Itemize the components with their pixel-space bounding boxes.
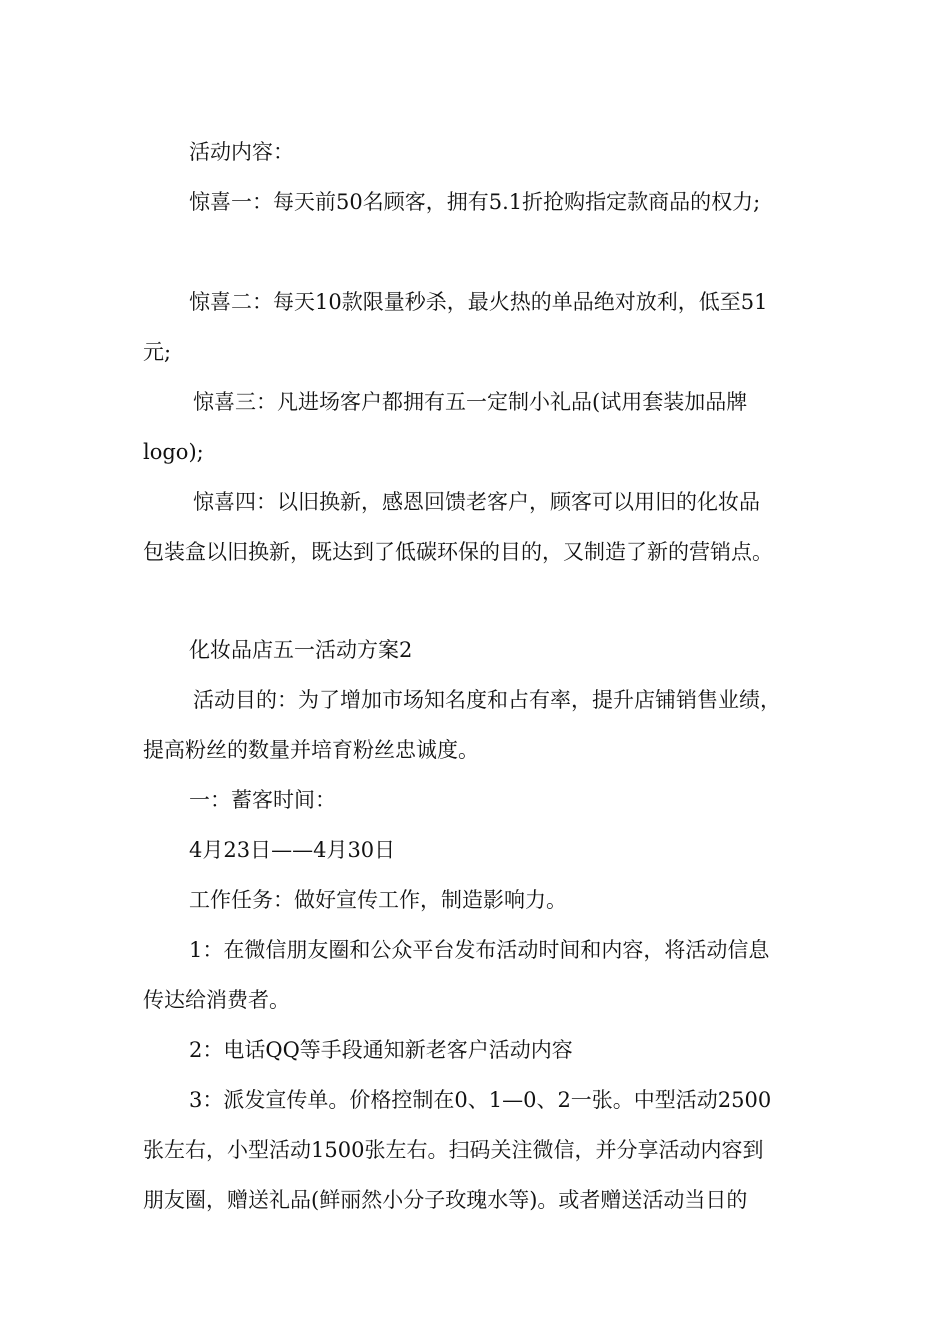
paragraph-line: logo); — [143, 440, 204, 464]
paragraph-line: 工作任务：做好宣传工作，制造影响力。 — [189, 888, 567, 912]
paragraph-line: 传达给消费者。 — [143, 988, 290, 1012]
paragraph-line: 1：在微信朋友圈和公众平台发布活动时间和内容，将活动信息 — [189, 938, 770, 962]
paragraph-line: 张左右，小型活动1500张左右。扫码关注微信，并分享活动内容到 — [143, 1138, 764, 1162]
paragraph-line: 包装盒以旧换新，既达到了低碳环保的目的，又制造了新的营销点。 — [143, 540, 773, 564]
paragraph-line: 提高粉丝的数量并培育粉丝忠诚度。 — [143, 738, 479, 762]
paragraph-line: 惊喜三：凡进场客户都拥有五一定制小礼品(试用套装加品牌 — [193, 390, 748, 414]
date-range: 4月23日——4月30日 — [189, 838, 396, 862]
paragraph-line: 惊喜二：每天10款限量秒杀，最火热的单品绝对放利，低至51 — [189, 290, 768, 314]
paragraph-line: 惊喜一：每天前50名顾客，拥有5.1折抢购指定款商品的权力; — [189, 190, 761, 214]
paragraph-line: 惊喜四：以旧换新，感恩回馈老客户，顾客可以用旧的化妆品 — [193, 490, 760, 514]
paragraph-line: 2：电话QQ等手段通知新老客户活动内容 — [189, 1038, 573, 1062]
paragraph-line: 活动目的：为了增加市场知名度和占有率，提升店铺销售业绩， — [193, 688, 781, 712]
section-heading: 一：蓄客时间： — [189, 788, 336, 812]
paragraph-line: 朋友圈，赠送礼品(鲜丽然小分子玫瑰水等)。或者赠送活动当日的 — [143, 1188, 748, 1212]
paragraph-line: 元; — [143, 340, 172, 364]
section-title: 化妆品店五一活动方案2 — [189, 638, 413, 662]
section-heading-activity-content: 活动内容： — [189, 140, 294, 164]
paragraph-line: 3：派发宣传单。价格控制在0、1—0、2一张。中型活动2500 — [189, 1088, 772, 1112]
